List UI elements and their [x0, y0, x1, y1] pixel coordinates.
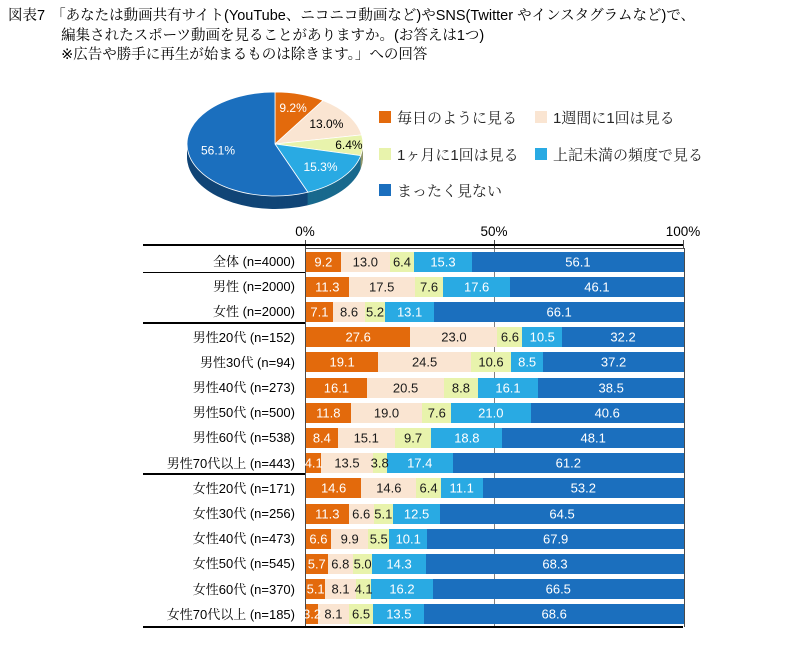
bar-value-label: 8.5 — [518, 354, 537, 370]
bar-row — [306, 453, 684, 473]
bar-value-label: 68.3 — [542, 556, 568, 572]
bar-segment — [511, 352, 543, 372]
bar-value-label: 14.6 — [376, 480, 402, 496]
bar-segment — [431, 428, 502, 448]
bar-value-label: 32.2 — [610, 329, 636, 345]
bar-value-label: 15.3 — [430, 254, 456, 270]
bar-segment — [440, 504, 684, 524]
category-label: 女性70代以上 (n=185) — [166, 606, 295, 622]
bar-segment — [543, 352, 684, 372]
table-bottom-rule — [143, 626, 683, 628]
bar-segment — [385, 302, 434, 322]
bar-value-label: 6.4 — [392, 254, 412, 270]
bar-row — [306, 302, 684, 322]
legend-swatch-icon — [379, 148, 391, 160]
bar-value-label: 27.6 — [345, 329, 371, 345]
bar-segment — [361, 478, 416, 498]
bar-value-label: 4.1 — [304, 455, 323, 471]
bar-row — [306, 428, 684, 448]
bar-value-label: 6.5 — [351, 606, 371, 622]
category-label: 男性30代 (n=94) — [199, 354, 295, 370]
bar-value-label: 61.2 — [555, 455, 581, 471]
bar-segment — [349, 277, 415, 297]
table-top-rule — [143, 244, 683, 246]
bar-segment — [374, 504, 393, 524]
bar-row — [306, 529, 684, 549]
bar-value-label: 13.0 — [352, 254, 378, 270]
bar-value-label: 10.6 — [478, 354, 504, 370]
figure-title — [8, 7, 695, 66]
bar-segment — [415, 277, 444, 297]
bar-segment — [414, 252, 472, 272]
bar-value-label: 5.2 — [366, 304, 385, 320]
bar-segment — [451, 403, 530, 423]
bar-value-label: 17.4 — [407, 455, 433, 471]
figure-number-label: 図表7 — [8, 8, 46, 24]
bar-value-label: 40.6 — [594, 405, 620, 421]
legend-item — [535, 109, 675, 125]
category-label: 女性30代 (n=256) — [192, 506, 295, 522]
bar-value-label: 56.1 — [565, 254, 591, 270]
bar-row — [306, 554, 684, 574]
x-axis-tick-label: 100% — [665, 224, 701, 239]
pie-slice-value-label: 9.2% — [279, 101, 307, 116]
bar-value-label: 17.6 — [463, 279, 490, 295]
bar-row — [306, 478, 684, 498]
bar-plot-area — [305, 248, 685, 627]
bar-segment — [424, 604, 684, 624]
bar-value-label: 20.5 — [392, 380, 419, 396]
bar-segment — [531, 403, 684, 423]
bar-segment — [367, 378, 444, 398]
category-label: 全体 (n=4000) — [212, 254, 295, 270]
bar-value-label: 66.5 — [545, 581, 571, 597]
bar-segment — [353, 554, 372, 574]
bar-value-label: 6.4 — [419, 480, 438, 496]
bar-value-label: 14.3 — [386, 556, 412, 572]
bar-value-label: 9.7 — [404, 430, 423, 446]
bar-value-label: 16.1 — [323, 380, 350, 396]
bar-value-label: 8.1 — [331, 581, 350, 597]
category-label: 男性 (n=2000) — [212, 279, 295, 295]
bar-segment — [349, 504, 374, 524]
bar-value-label: 7.6 — [427, 405, 446, 421]
bar-value-label: 8.8 — [451, 380, 470, 396]
bar-segment — [303, 604, 322, 624]
bar-row — [306, 579, 684, 599]
bar-segment — [321, 453, 372, 473]
bar-segment — [306, 352, 378, 372]
legend-label: まったく見ない — [397, 182, 503, 200]
bar-value-label: 3.8 — [370, 455, 389, 471]
legend-label: 1週間に1回は見る — [553, 109, 675, 127]
bar-segment — [497, 327, 522, 347]
bar-segment — [483, 478, 684, 498]
bar-value-label: 24.5 — [411, 354, 438, 370]
bar-segment — [389, 529, 427, 549]
bar-segment — [538, 378, 684, 398]
category-label: 男性70代以上 (n=443) — [166, 455, 295, 471]
bar-segment — [410, 327, 497, 347]
category-label: 男性20代 (n=152) — [192, 329, 295, 345]
bar-segment — [390, 252, 414, 272]
group-separator-rule — [143, 322, 305, 324]
bar-segment — [426, 554, 684, 574]
bar-segment — [510, 277, 684, 297]
bar-segment — [333, 302, 365, 322]
bar-value-label: 37.2 — [600, 354, 627, 370]
bar-value-label: 6.6 — [309, 531, 328, 547]
category-label: 女性50代 (n=545) — [192, 556, 295, 572]
bar-segment — [368, 529, 389, 549]
bar-row — [306, 504, 684, 524]
bar-segment — [373, 604, 424, 624]
bar-value-label: 11.3 — [315, 279, 340, 295]
bar-value-label: 21.0 — [478, 405, 504, 421]
bar-segment — [393, 504, 440, 524]
bar-value-label: 10.5 — [529, 329, 555, 345]
bar-segment — [318, 604, 349, 624]
category-label: 女性 (n=2000) — [212, 304, 295, 320]
legend-swatch-icon — [379, 111, 391, 123]
bar-value-label: 46.1 — [584, 279, 610, 295]
bar-value-label: 4.1 — [354, 581, 373, 597]
legend-label: 毎日のように見る — [397, 109, 518, 127]
bar-value-label: 11.1 — [449, 480, 474, 496]
bar-segment — [341, 252, 390, 272]
bar-value-label: 6.6 — [352, 506, 371, 522]
title-line-2: 編集されたスポーツ動画を見ることがありますか。(お答えは1つ) — [61, 27, 485, 44]
bar-segment — [306, 554, 328, 574]
x-axis-tick-mark — [683, 240, 684, 248]
group-separator-rule — [143, 473, 305, 475]
bar-segment — [433, 579, 684, 599]
bar-value-label: 8.4 — [312, 430, 331, 446]
bar-segment — [443, 277, 509, 297]
bar-segment — [365, 302, 385, 322]
group-separator-rule — [143, 272, 305, 273]
bar-value-label: 3.2 — [303, 606, 322, 622]
bar-value-label: 38.5 — [598, 380, 624, 396]
bar-value-label: 66.1 — [546, 304, 572, 320]
bar-row — [303, 604, 684, 624]
bar-value-label: 9.2 — [314, 254, 333, 270]
bar-value-label: 15.1 — [353, 430, 379, 446]
bar-value-label: 48.1 — [580, 430, 606, 446]
bar-segment — [502, 428, 684, 448]
bar-row — [306, 327, 684, 347]
bar-value-label: 11.8 — [316, 405, 341, 421]
pie-slice-value-label: 15.3% — [303, 160, 338, 174]
bar-segment — [349, 604, 374, 624]
pie-slice-value-label: 6.4% — [335, 138, 363, 153]
bar-value-label: 67.9 — [542, 531, 569, 547]
bar-segment — [338, 428, 395, 448]
bar-segment — [370, 453, 389, 473]
bar-value-label: 5.1 — [374, 506, 393, 522]
bar-segment — [306, 478, 361, 498]
pie-slice-value-label: 13.0% — [309, 116, 344, 131]
bar-value-label: 16.1 — [495, 380, 521, 396]
bar-value-label: 18.8 — [454, 430, 480, 446]
title-line-3: ※広告や勝手に再生が始まるものは除きます。」への回答 — [61, 47, 428, 63]
bar-value-label: 11.3 — [315, 506, 340, 522]
bar-segment — [471, 352, 511, 372]
category-label: 男性50代 (n=500) — [192, 405, 295, 421]
bar-value-label: 6.8 — [331, 556, 350, 572]
legend-item — [535, 146, 703, 162]
bar-value-label: 19.0 — [373, 405, 400, 421]
bar-value-label: 5.7 — [307, 556, 326, 572]
bar-value-label: 23.0 — [441, 329, 467, 345]
bar-segment — [306, 277, 349, 297]
bar-segment — [434, 302, 684, 322]
legend-swatch-icon — [535, 148, 547, 160]
category-label: 女性20代 (n=171) — [192, 480, 295, 496]
bar-value-label: 7.1 — [310, 304, 329, 320]
bar-value-label: 17.5 — [369, 279, 395, 295]
bar-segment — [416, 478, 440, 498]
title-line-1: 「あなたは動画共有サイト(YouTube、ニコニコ動画など)やSNS(Twitter やインスタグラムなど)で、 — [51, 8, 696, 24]
bar-segment — [306, 453, 321, 473]
bar-row — [306, 277, 684, 297]
bar-value-label: 10.1 — [395, 531, 421, 547]
legend-item — [379, 182, 502, 198]
bar-segment — [306, 428, 338, 448]
pie-chart — [170, 84, 385, 224]
bar-segment — [441, 478, 483, 498]
legend-swatch-icon — [379, 184, 391, 196]
bar-segment — [306, 529, 331, 549]
bar-value-label: 68.6 — [541, 606, 567, 622]
bar-value-label: 19.1 — [329, 354, 355, 370]
category-label: 男性60代 (n=538) — [192, 430, 295, 446]
legend-label: 1ヶ月に1回は見る — [397, 146, 519, 164]
x-axis-tick-label: 50% — [480, 224, 508, 239]
bar-row — [306, 252, 684, 272]
bar-value-label: 9.9 — [340, 531, 359, 547]
bar-value-label: 64.5 — [549, 506, 575, 522]
bar-segment — [472, 252, 684, 272]
legend-swatch-icon — [535, 111, 547, 123]
bar-segment — [351, 403, 423, 423]
bar-segment — [331, 529, 368, 549]
bar-segment — [444, 378, 477, 398]
bar-segment — [306, 378, 367, 398]
figure-title-text — [51, 7, 695, 66]
bar-segment — [306, 403, 351, 423]
bar-row — [306, 403, 684, 423]
bar-value-label: 7.6 — [420, 279, 439, 295]
bar-value-label: 13.1 — [396, 304, 423, 320]
bar-segment — [325, 579, 356, 599]
x-axis-tick-label: 0% — [295, 224, 315, 239]
bar-value-label: 12.5 — [403, 506, 430, 522]
bar-segment — [356, 579, 371, 599]
bar-segment — [306, 504, 349, 524]
bar-value-label: 8.6 — [339, 304, 359, 320]
bar-value-label: 5.1 — [306, 581, 325, 597]
bar-segment — [478, 378, 539, 398]
bar-segment — [372, 554, 426, 574]
bar-segment — [371, 579, 432, 599]
legend-item — [379, 109, 517, 125]
bar-value-label: 6.6 — [500, 329, 519, 345]
bar-value-label: 16.2 — [389, 581, 415, 597]
legend-label: 上記未満の頻度で見る — [553, 146, 704, 164]
bar-segment — [306, 302, 333, 322]
bar-segment — [522, 327, 562, 347]
category-label: 女性40代 (n=473) — [192, 531, 295, 547]
bar-segment — [306, 327, 410, 347]
category-label: 男性40代 (n=273) — [192, 380, 295, 396]
bar-segment — [378, 352, 471, 372]
bar-value-label: 13.5 — [386, 606, 412, 622]
bar-segment — [395, 428, 432, 448]
bar-segment — [453, 453, 684, 473]
bar-value-label: 53.2 — [570, 480, 596, 496]
bar-value-label: 5.0 — [353, 556, 372, 572]
bar-segment — [328, 554, 354, 574]
legend-item — [379, 146, 519, 162]
bar-segment — [422, 403, 451, 423]
bar-value-label: 13.5 — [334, 455, 360, 471]
bar-segment — [387, 453, 453, 473]
bar-row — [306, 352, 684, 372]
bar-segment — [427, 529, 684, 549]
category-label: 女性60代 (n=370) — [192, 581, 295, 597]
bar-segment — [306, 579, 325, 599]
bar-row — [306, 378, 684, 398]
bar-value-label: 8.1 — [324, 606, 343, 622]
bar-segment — [306, 252, 341, 272]
bar-value-label: 14.6 — [320, 480, 347, 496]
bar-value-label: 5.5 — [369, 531, 388, 547]
bar-segment — [562, 327, 684, 347]
pie-slice-value-label: 56.1% — [200, 143, 236, 158]
